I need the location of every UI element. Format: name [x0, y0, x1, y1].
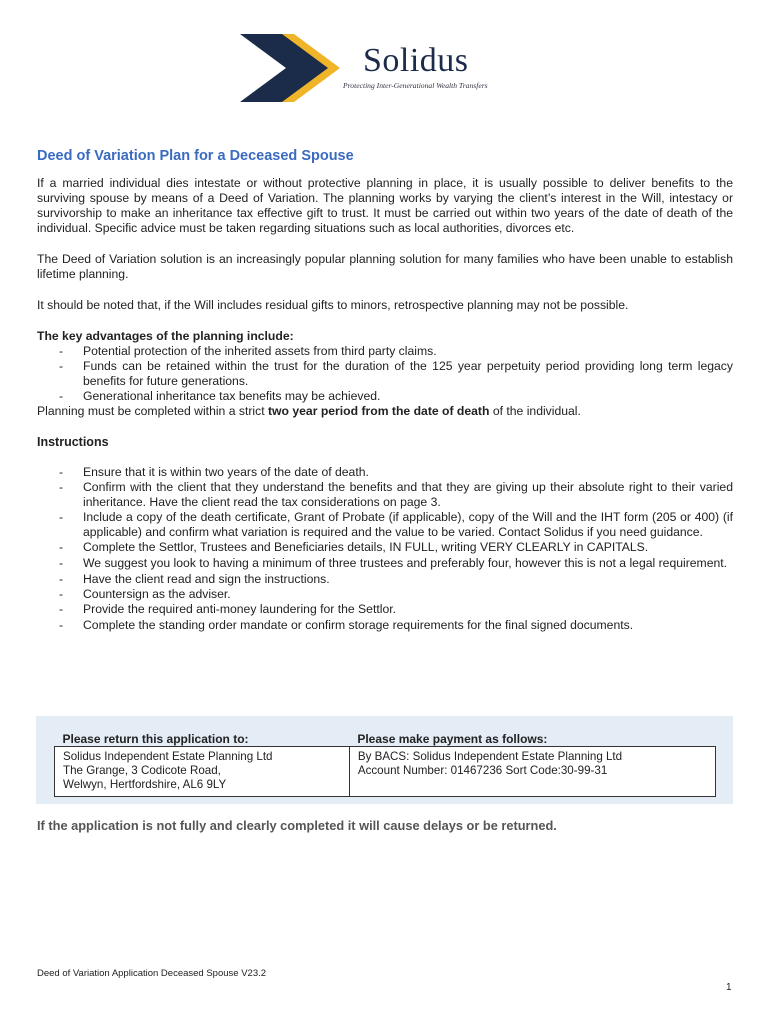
deadline-paragraph: [37, 404, 733, 419]
deadline-text: Planning must be completed within a strict: [37, 404, 268, 418]
list-item: - Include a copy of the death certificate, Grant of Probate (if applicable), copy of the Will and the IHT form (205 or 400) (if applicable) and confirm what variation is required and the value to be varied. Contact Solidus if you need guidance.: [37, 510, 733, 540]
list-item: - Complete the standing order mandate or confirm storage requirements for the final signed documents.: [37, 617, 733, 634]
solidus-logo: [238, 32, 518, 104]
list-item: - Have the client read and sign the instructions.: [37, 572, 733, 587]
list-item: - Provide the required anti-money laundering for the Settlor.: [37, 602, 733, 617]
brand-tagline: Protecting Inter-Generational Wealth Transfers: [343, 81, 488, 90]
chevron-logo-icon: [238, 32, 348, 104]
return-heading: Please return this application to:: [62, 732, 249, 746]
payment-table: [54, 730, 716, 797]
list-item: - Countersign as the adviser.: [37, 587, 733, 602]
footer-text: Deed of Variation Application Deceased Spouse V23.2: [37, 968, 267, 979]
list-item: - Generational inheritance tax benefits may be achieved.: [37, 389, 733, 404]
page-title: Deed of Variation Plan for a Deceased Spouse: [37, 148, 354, 164]
intro-paragraph: If a married individual dies intestate or without protective planning in place, it is usually possible to deliver benefits to the surviving spouse by means of a Deed of Variation. The planning works by varying the client’s interest in the Will, intestacy or survivorship to make an inheritance tax effective gift to trust. It must be carried out within two years of the date of death of the individual. Specific advice must be taken regarding situations such as local authorities, divorces etc.: [37, 176, 733, 235]
advantages-heading: The key advantages of the planning include:: [37, 329, 294, 343]
deadline-emphasis: two year period from the date of death: [268, 404, 490, 418]
brand-name: Solidus: [363, 42, 469, 79]
deadline-text-end: of the individual.: [489, 404, 581, 418]
instructions-heading: Instructions: [37, 435, 109, 449]
payment-details: By BACS: Solidus Independent Estate Planning Ltd Account Number: 01467236 Sort Code:30-99-31: [349, 747, 715, 797]
list-item: - We suggest you look to having a minimum of three trustees and preferably four, however this is not a legal requirement.: [37, 555, 733, 572]
list-item: - Potential protection of the inherited assets from third party claims.: [37, 344, 733, 359]
list-item: - Funds can be retained within the trust for the duration of the 125 year perpetuity period providing long term legacy benefits for future generations.: [37, 359, 733, 389]
list-item: - Ensure that it is within two years of the date of death.: [37, 465, 733, 480]
advantages-list: [37, 344, 733, 404]
solution-paragraph: The Deed of Variation solution is an increasingly popular planning solution for many families who have been unable to establish lifetime planning.: [37, 252, 733, 281]
completion-warning: If the application is not fully and clearly completed it will cause delays or be returned.: [37, 818, 557, 833]
payment-heading: Please make payment as follows:: [357, 732, 548, 746]
return-address: Solidus Independent Estate Planning Ltd The Grange, 3 Codicote Road, Welwyn, Hertfordshire, AL6 9LY: [55, 747, 350, 797]
payment-box: [36, 716, 733, 804]
minors-note-paragraph: It should be noted that, if the Will includes residual gifts to minors, retrospective planning may not be possible.: [37, 298, 629, 312]
instructions-list: [37, 465, 733, 634]
page-number: 1: [726, 982, 732, 993]
document-body: [37, 148, 733, 634]
list-item: - Complete the Settlor, Trustees and Beneficiaries details, IN FULL, writing VERY CLEARLY in CAPITALS.: [37, 540, 733, 555]
list-item: - Confirm with the client that they understand the benefits and that they are giving up their absolute right to their varied inheritance. Have the client read the tax considerations on page 3.: [37, 480, 733, 510]
